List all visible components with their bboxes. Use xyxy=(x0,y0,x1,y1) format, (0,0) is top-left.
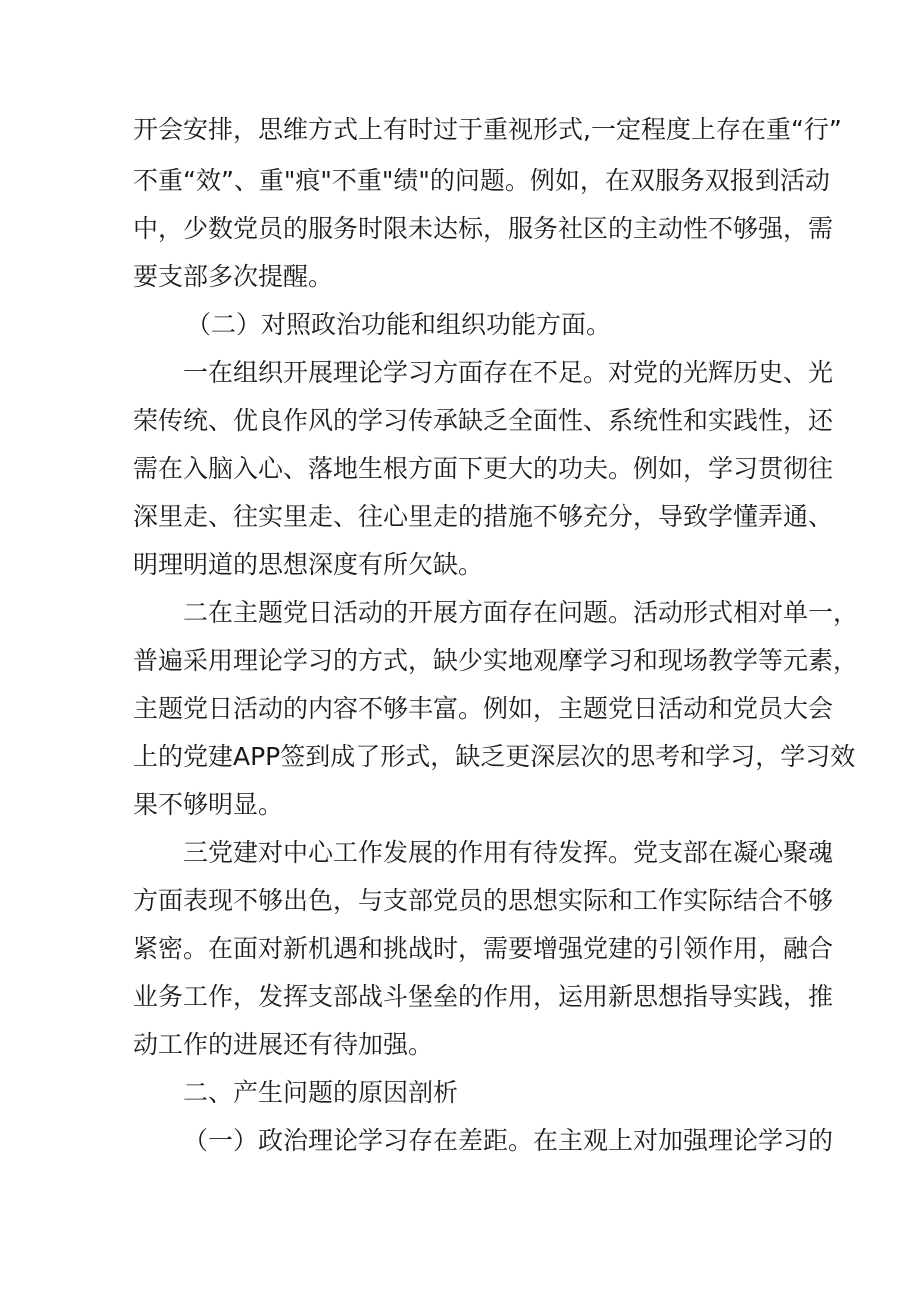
paragraph-line: 不重“效”、重"痕"不重"绩"的问题。例如，在双服务双报到活动 xyxy=(133,166,830,195)
paragraph-line: 中，少数党员的服务时限未达标，服务社区的主动性不够强，需 xyxy=(133,214,834,243)
paragraph-line: 需在入脑入心、落地生根方面下更大的功夫。例如，学习贯彻往 xyxy=(133,454,834,483)
paragraph-line: 动工作的进展还有待加强。 xyxy=(133,1030,434,1059)
paragraph-line: 二在主题党日活动的开展方面存在问题。活动形式相对单一， xyxy=(183,598,859,627)
paragraph-line: 三党建对中心工作发展的作用有待发挥。党支部在凝心聚魂 xyxy=(183,838,834,867)
paragraph-line: 一在组织开展理论学习方面存在不足。对党的光辉历史、光 xyxy=(183,358,834,387)
paragraph-line: 紧密。在面对新机遇和挑战时，需要增强党建的引领作用，融合 xyxy=(133,934,834,963)
paragraph-line: 上的党建APP签到成了形式，缺乏更深层次的思考和学习，学习效 xyxy=(133,742,856,771)
paragraph-line: 开会安排，思维方式上有时过于重视形式,一定程度上存在重“行” xyxy=(133,115,842,144)
paragraph-line: 方面表现不够出色，与支部党员的思想实际和工作实际结合不够 xyxy=(133,886,834,915)
paragraph-line: 果不够明显。 xyxy=(133,790,284,819)
paragraph-line: 明理明道的思想深度有所欠缺。 xyxy=(133,550,484,579)
paragraph-line: 深里走、往实里走、往心里走的措施不够充分，导致学懂弄通、 xyxy=(133,502,834,531)
paragraph-line: 主题党日活动的内容不够丰富。例如，主题党日活动和党员大会 xyxy=(133,694,834,723)
paragraph-line: 业务工作，发挥支部战斗堡垒的作用，运用新思想指导实践，推 xyxy=(133,982,834,1011)
section-heading: 二、产生问题的原因剖析 xyxy=(183,1078,459,1107)
section-heading: （一）政治理论学习存在差距。在主观上对加强理论学习的 xyxy=(183,1126,834,1155)
paragraph-line: 普遍采用理论学习的方式，缺少实地观摩学习和现场教学等元素， xyxy=(133,646,859,675)
paragraph-line: 要支部多次提醒。 xyxy=(133,262,334,291)
paragraph-line: 荣传统、优良作风的学习传承缺乏全面性、系统性和实践性，还 xyxy=(133,406,834,435)
section-heading: （二）对照政治功能和组织功能方面。 xyxy=(186,310,612,339)
